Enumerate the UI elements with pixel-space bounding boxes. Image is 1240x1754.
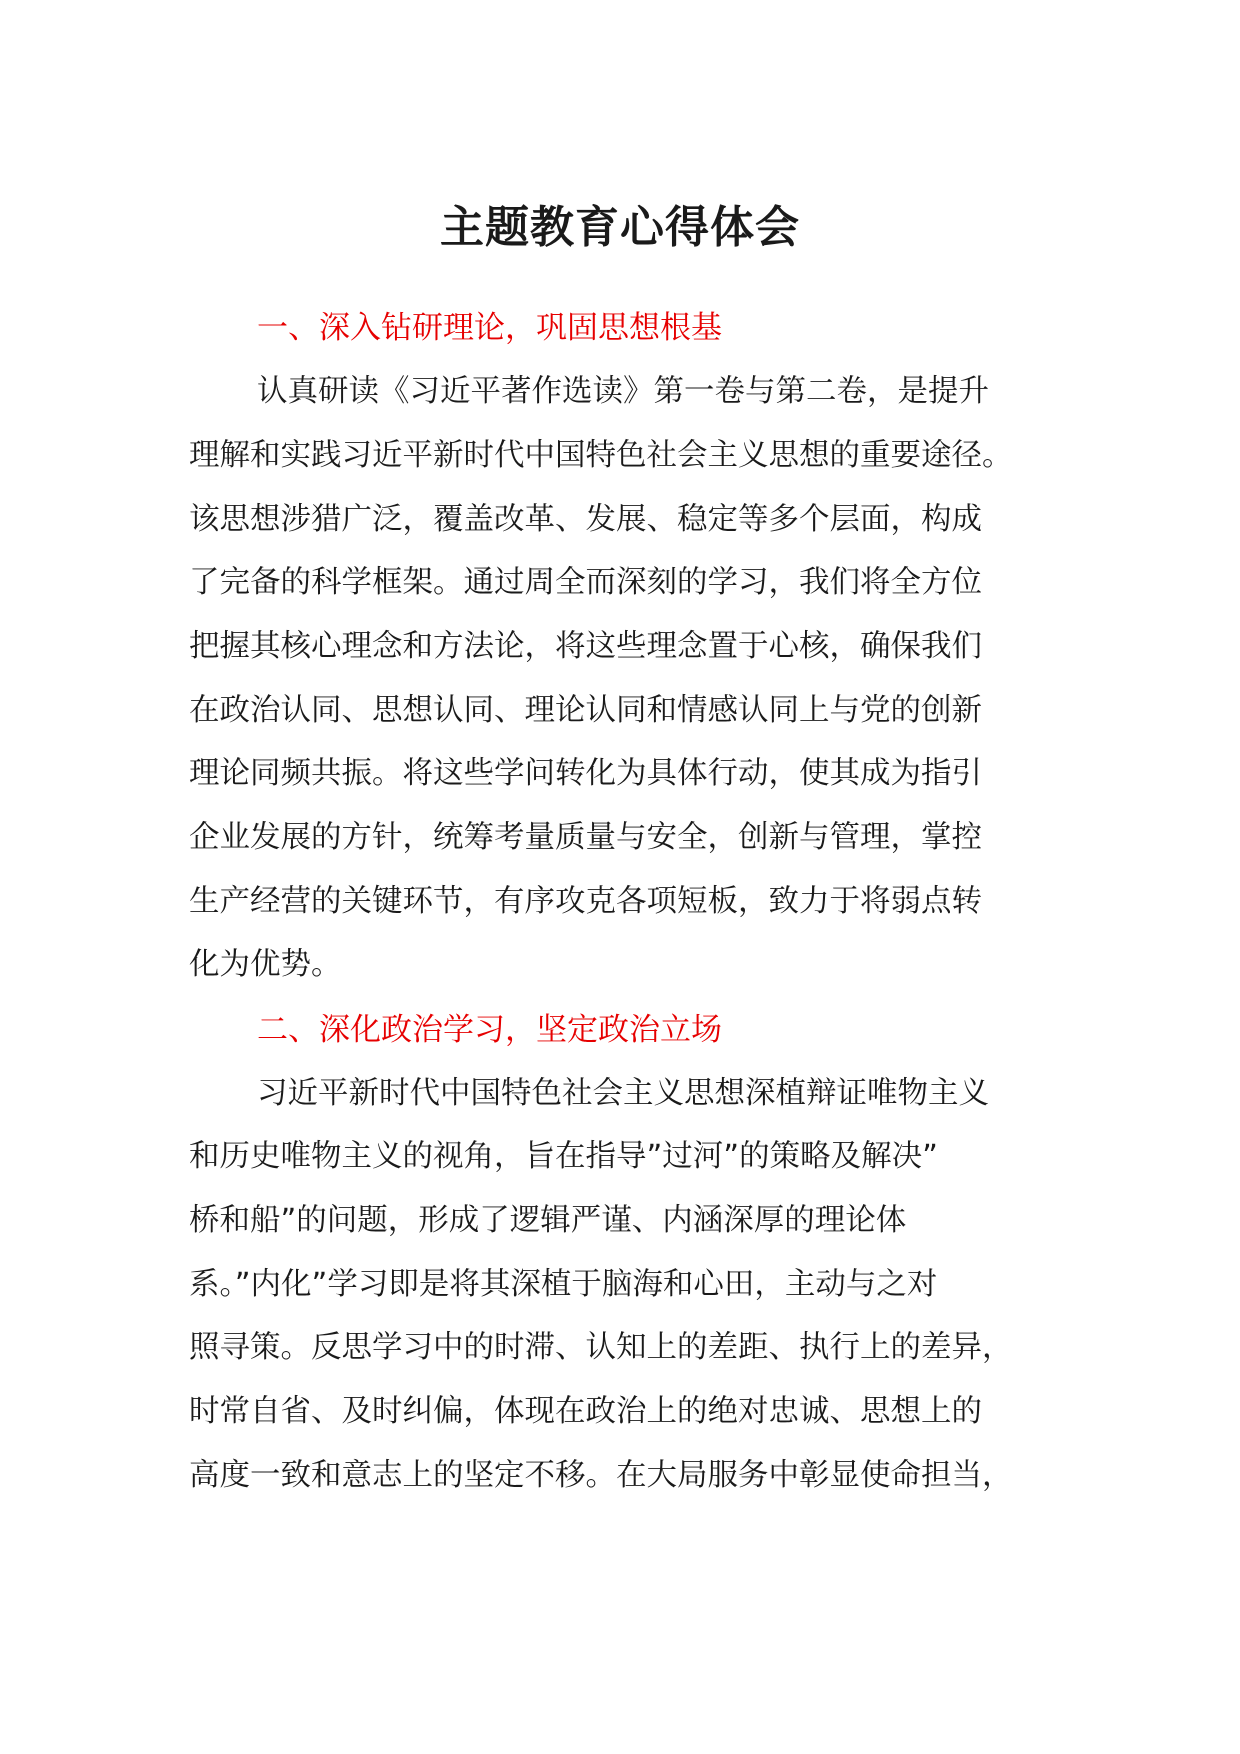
paragraph-line: 时常自省、及时纠偏，体现在政治上的绝对忠诚、思想上的 xyxy=(189,1394,982,1429)
paragraph-line: 了完备的科学框架。通过周全而深刻的学习，我们将全方位 xyxy=(189,565,982,600)
paragraph-line: 高度一致和意志上的坚定不移。在大局服务中彰显使命担当， xyxy=(189,1458,1013,1493)
section-heading-1: 一、深入钻研理论，巩固思想根基 xyxy=(257,310,722,346)
paragraph-line: 理解和实践习近平新时代中国特色社会主义思想的重要途径。 xyxy=(189,438,1013,473)
paragraph-line: 桥和船”的问题，形成了逻辑严谨、内涵深厚的理论体 xyxy=(189,1203,907,1238)
paragraph-line: 理论同频共振。将这些学问转化为具体行动，使其成为指引 xyxy=(189,756,982,791)
paragraph-line: 化为优势。 xyxy=(189,947,342,982)
paragraph-line: 该思想涉猎广泛，覆盖改革、发展、稳定等多个层面，构成 xyxy=(189,502,982,537)
paragraph-line: 企业发展的方针，统筹考量质量与安全，创新与管理，掌控 xyxy=(189,820,982,855)
paragraph-line: 习近平新时代中国特色社会主义思想深植辩证唯物主义 xyxy=(257,1076,989,1111)
paragraph-line: 生产经营的关键环节，有序攻克各项短板，致力于将弱点转 xyxy=(189,884,982,919)
paragraph-line: 在政治认同、思想认同、理论认同和情感认同上与党的创新 xyxy=(189,693,982,728)
paragraph-line: 认真研读《习近平著作选读》第一卷与第二卷，是提升 xyxy=(257,374,989,409)
paragraph-line: 和历史唯物主义的视角，旨在指导”过河”的策略及解决” xyxy=(189,1139,938,1174)
section-heading-2: 二、深化政治学习，坚定政治立场 xyxy=(257,1012,722,1048)
paragraph-line: 把握其核心理念和方法论，将这些理念置于心核，确保我们 xyxy=(189,629,982,664)
document-title: 主题教育心得体会 xyxy=(440,202,800,253)
paragraph-line: 系。”内化”学习即是将其深植于脑海和心田，主动与之对 xyxy=(189,1267,938,1302)
paragraph-line: 照寻策。反思学习中的时滞、认知上的差距、执行上的差异， xyxy=(189,1330,1013,1365)
